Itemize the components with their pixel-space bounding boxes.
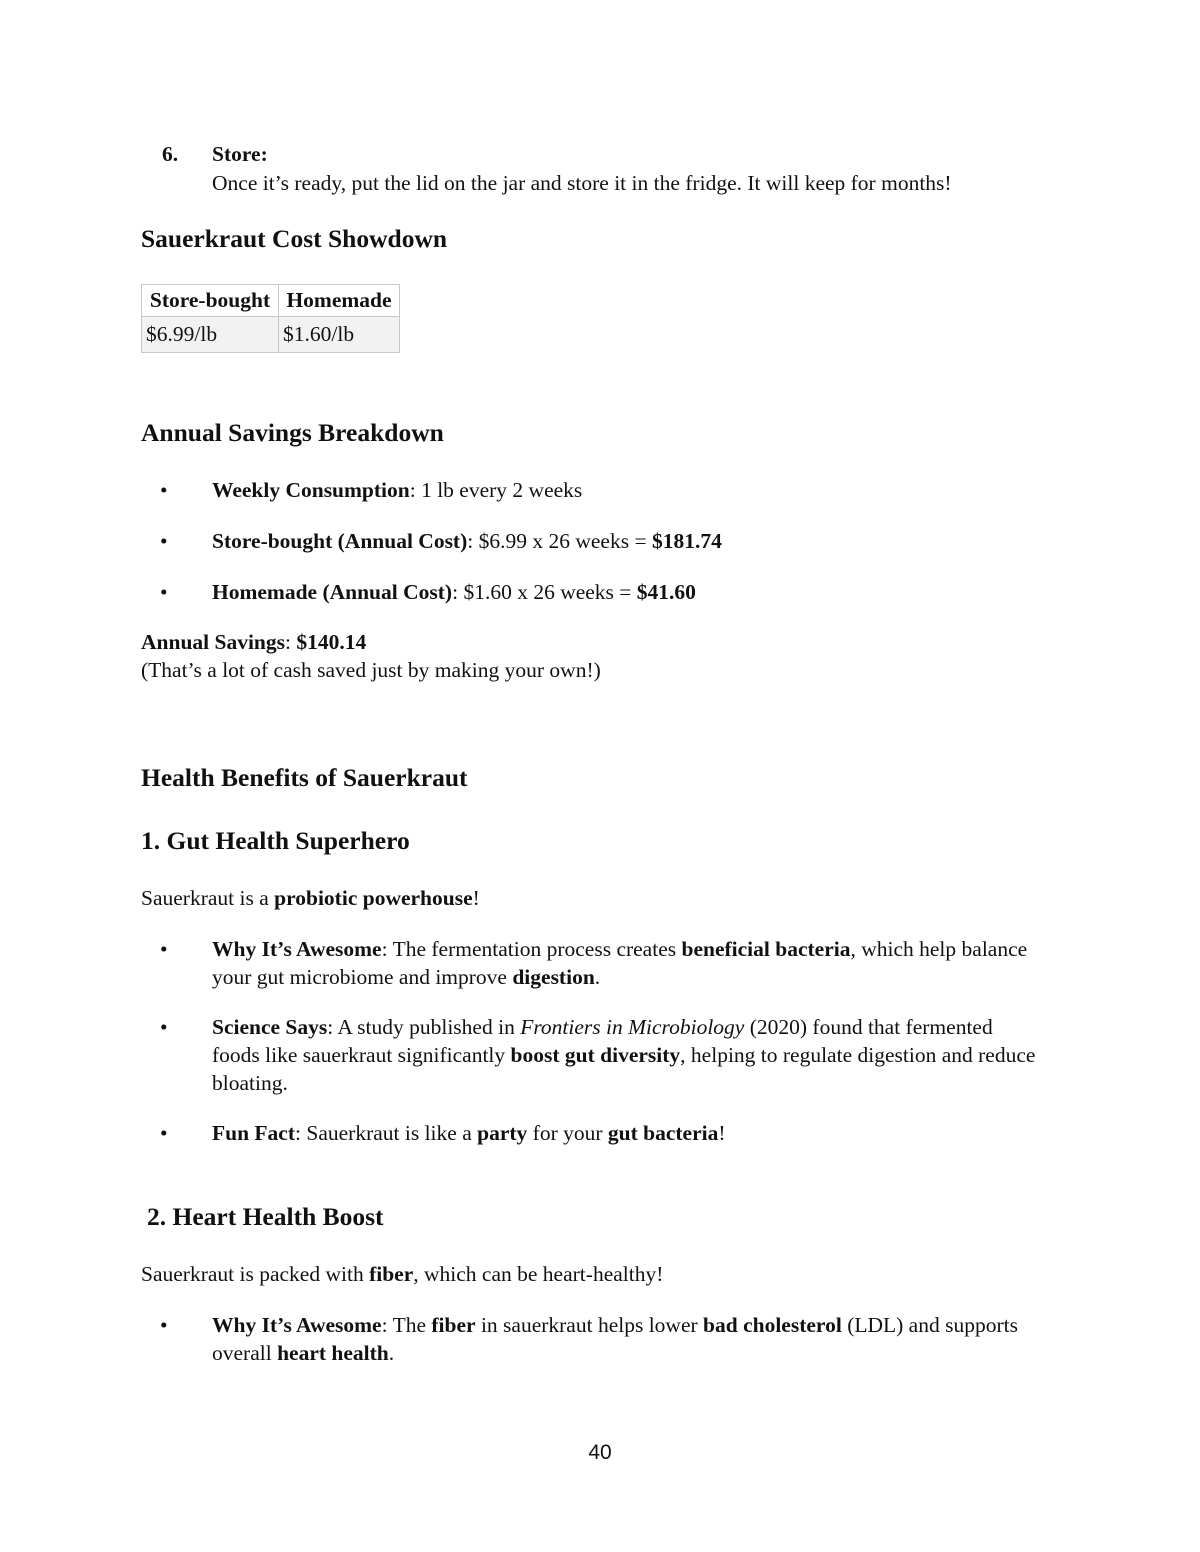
gut-health-heading: 1. Gut Health Superhero: [141, 826, 410, 855]
text-run: (2020) found that fermented foods like sauerkraut significantly: [212, 1015, 993, 1067]
text-run: , which can be heart-healthy!: [413, 1262, 664, 1286]
bold-text: $41.60: [636, 580, 696, 604]
bullet-icon: •: [160, 478, 168, 502]
annual-savings-summary: [141, 628, 366, 656]
bullet-icon: •: [160, 1121, 168, 1145]
italic-text: Frontiers in Microbiology: [520, 1015, 745, 1039]
bold-text: party: [477, 1121, 528, 1145]
bold-text: Why It’s Awesome: [212, 937, 382, 961]
bullet-text: [212, 1013, 1042, 1097]
bold-text: Science Says: [212, 1015, 328, 1039]
bold-text: digestion: [512, 965, 595, 989]
text-run: , helping to regulate digestion and reduce bloating.: [212, 1043, 1036, 1095]
step-text: Once it’s ready, put the lid on the jar and store it in the fridge. It will keep for months!: [212, 171, 952, 195]
table-cell-homemade-price: $1.60/lb: [279, 317, 400, 353]
heart-health-intro: [141, 1260, 663, 1288]
bullet-icon: •: [160, 1313, 168, 1337]
bold-text: boost gut diversity: [510, 1043, 681, 1067]
bullet-text: [212, 1119, 1042, 1147]
text-run: : The: [381, 1313, 432, 1337]
bullet-icon: •: [160, 937, 168, 961]
bullet-icon: •: [160, 1015, 168, 1039]
bullet-icon: •: [160, 529, 168, 553]
text-run: Sauerkraut is a: [141, 886, 275, 910]
text-run: : $6.99 x 26 weeks =: [467, 529, 652, 553]
text-run: : 1 lb every 2 weeks: [409, 478, 583, 502]
bold-text: $181.74: [651, 529, 722, 553]
bold-text: Fun Fact: [212, 1121, 296, 1145]
text-run: : $1.60 x 26 weeks =: [452, 580, 637, 604]
step-title: Store:: [212, 142, 268, 166]
bold-text: beneficial bacteria: [681, 937, 851, 961]
savings-note: (That’s a lot of cash saved just by making your own!): [141, 658, 601, 682]
text-run: .: [594, 965, 601, 989]
cost-showdown-heading: Sauerkraut Cost Showdown: [141, 224, 448, 253]
table-cell-store-bought-price: $6.99/lb: [142, 317, 279, 353]
cost-table: [141, 284, 400, 353]
text-run: in sauerkraut helps lower: [475, 1313, 704, 1337]
text-run: : The fermentation process creates: [381, 937, 682, 961]
text-run: .: [388, 1341, 395, 1365]
bullet-icon: •: [160, 580, 168, 604]
summary-label: Annual Savings: [141, 630, 286, 654]
bold-text: fiber: [431, 1313, 476, 1337]
bullet-text: [212, 527, 1042, 555]
summary-value: $140.14: [296, 630, 367, 654]
health-benefits-heading: Health Benefits of Sauerkraut: [141, 763, 468, 792]
bold-text: Why It’s Awesome: [212, 1313, 382, 1337]
table-header-row: [142, 285, 400, 317]
bold-text: bad cholesterol: [703, 1313, 842, 1337]
summary-separator: :: [285, 630, 297, 654]
heart-health-heading: 2. Heart Health Boost: [147, 1202, 384, 1231]
gut-health-intro: [141, 884, 480, 912]
table-row: [142, 317, 400, 353]
page-number: 40: [588, 1441, 612, 1464]
bold-text: gut bacteria: [607, 1121, 719, 1145]
annual-savings-heading: Annual Savings Breakdown: [141, 418, 444, 447]
bold-text: Weekly Consumption: [212, 478, 410, 502]
bold-text: Homemade (Annual Cost): [212, 580, 453, 604]
bold-text: heart health: [277, 1341, 389, 1365]
text-run: : A study published in: [327, 1015, 521, 1039]
bullet-text: [212, 1311, 1042, 1367]
text-run: : Sauerkraut is like a: [295, 1121, 478, 1145]
text-run: (LDL) and supports overall: [212, 1313, 1018, 1365]
table-header-store-bought: Store-bought: [142, 285, 279, 317]
text-run: !: [718, 1121, 726, 1145]
text-run: , which help balance your gut microbiome and improve: [212, 937, 1028, 989]
bullet-text: [212, 578, 1042, 606]
bullet-text: [212, 935, 1042, 991]
step-number: 6.: [162, 142, 179, 166]
text-run: Sauerkraut is packed with: [141, 1262, 370, 1286]
bold-text: probiotic powerhouse: [274, 886, 473, 910]
text-run: !: [472, 886, 480, 910]
table-header-homemade: Homemade: [279, 285, 400, 317]
bullet-text: [212, 476, 1042, 504]
bold-text: fiber: [369, 1262, 414, 1286]
text-run: for your: [527, 1121, 608, 1145]
bold-text: Store-bought (Annual Cost): [212, 529, 468, 553]
